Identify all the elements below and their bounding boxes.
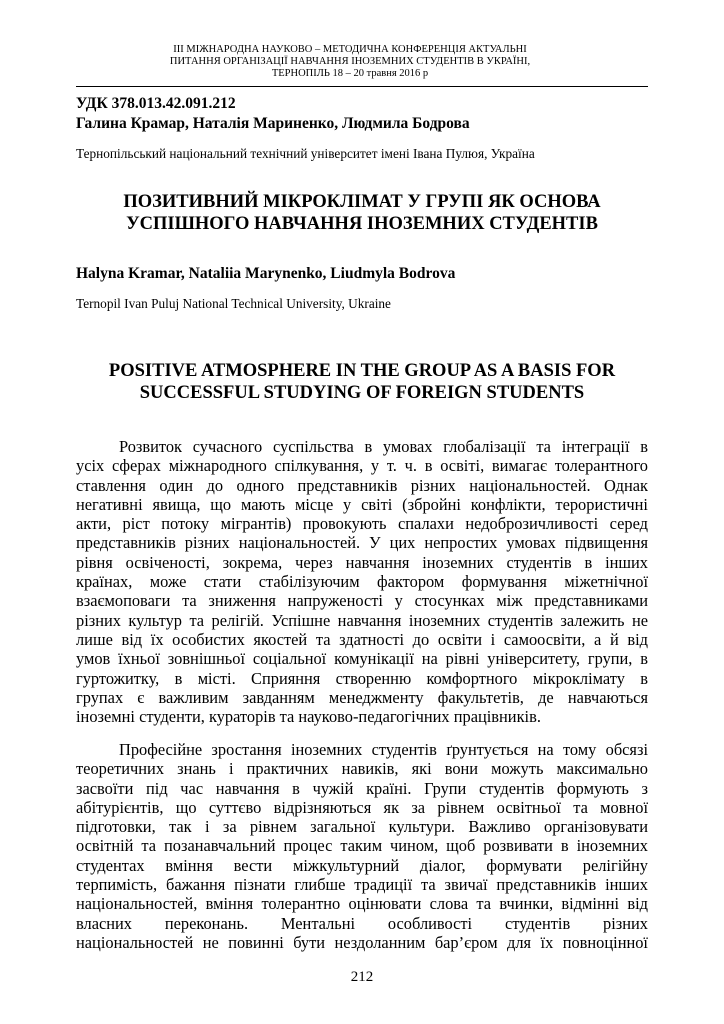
paragraph-line: терпимість, бажання пізнати глибше традиції та звичаї представників інших bbox=[76, 875, 648, 895]
header-divider bbox=[76, 86, 648, 87]
paragraph-line: негативні явища, що мають місце у світі (збройні конфлікти, терористичні bbox=[76, 494, 648, 514]
paragraph-line: освітній та позанавчальний процес таким чином, щоб розвивати в іноземних bbox=[76, 836, 648, 856]
authors-english: Halyna Kramar, Nataliia Marynenko, Liudmyla Bodrova bbox=[76, 265, 456, 282]
paragraph-line: взаємоповаги та зниження напруженості у стосунках між представниками bbox=[76, 591, 648, 611]
paragraph-line: рівня освіченості, зокрема, через навчання іноземних студентів в інших bbox=[76, 552, 648, 572]
paragraph-line: акти, ріст потоку мігрантів) провокують спалахи недоброзичливості серед bbox=[76, 514, 648, 534]
paragraph-line: національностей, вміння толерантно оцінювати слова та вчинки, відмінні від bbox=[76, 894, 648, 914]
title-english bbox=[76, 360, 648, 404]
paragraph-line: представників різних національностей. У цих непростих умовах підвищення bbox=[76, 533, 648, 553]
paragraph-line: теоретичних знань і практичних навиків, які вони можуть максимально bbox=[76, 759, 648, 779]
affiliation-ukrainian: Тернопільський національний технічний університет імені Івана Пулюя, Україна bbox=[76, 146, 535, 161]
header-line-3: ТЕРНОПІЛЬ 18 – 20 травня 2016 р bbox=[271, 68, 429, 79]
title-english-line-1: POSITIVE ATMOSPHERE IN THE GROUP AS A BASIS FOR bbox=[108, 361, 616, 381]
paragraph-line: гуртожитку, в місті. Сприяння створенню комфортного мікроклімату в bbox=[76, 668, 648, 688]
paragraph-line: підготовки, так і за рівнем загальної культури. Важливо організовувати bbox=[76, 817, 648, 837]
paragraph-1 bbox=[76, 437, 648, 726]
paragraph-line: іноземні студенти, кураторів та науково-педагогічних працівників. bbox=[76, 707, 541, 727]
page-number: 212 bbox=[350, 969, 374, 985]
conference-header bbox=[100, 44, 600, 80]
paragraph-line: умов їхньої зовнішньої соціальної комунікації на рівні університету, групи, в bbox=[76, 649, 648, 669]
paragraph-line: лише від їх особистих якостей та здатності до освіти і самоосвіти, а й від bbox=[76, 629, 648, 649]
paragraph-line: Професійне зростання іноземних студентів ґрунтується на тому обсязі bbox=[119, 740, 648, 759]
paragraph-line: Розвиток сучасного суспільства в умовах глобалізації та інтеграції в bbox=[119, 437, 648, 456]
affiliation-english: Ternopil Ivan Puluj National Technical University, Ukraine bbox=[76, 296, 391, 311]
header-line-2: ПИТАННЯ ОРГАНІЗАЦІЇ НАВЧАННЯ ІНОЗЕМНИХ СТУДЕНТІВ В УКРАЇНІ, bbox=[169, 56, 531, 67]
paragraph-2 bbox=[76, 740, 648, 952]
title-english-line-2: SUCCESSFUL STUDYING OF FOREIGN STUDENTS bbox=[139, 383, 585, 403]
paragraph-line: ставлення один до одного представників різних національностей. Однак bbox=[76, 475, 648, 495]
paragraph-line: національностей не повинні бути нездоланним бар’єром для їх повноцінної bbox=[76, 932, 648, 952]
paragraph-line: усіх сферах міжнародного спілкування, у т. ч. в освіті, вимагає толерантного bbox=[76, 456, 648, 476]
header-line-1: III МІЖНАРОДНА НАУКОВО – МЕТОДИЧНА КОНФЕРЕНЦІЯ АКТУАЛЬНІ bbox=[173, 44, 527, 55]
paragraph-line: країнах, може стати стабілізуючим фактором формування міжетнічної bbox=[76, 572, 648, 592]
paragraph-line: засвоїти під час навчання в чужій країні. Групи студентів формують з bbox=[76, 778, 648, 798]
title-ukrainian-line-1: ПОЗИТИВНИЙ МІКРОКЛІМАТ У ГРУПІ ЯК ОСНОВА bbox=[123, 192, 601, 212]
paragraph-line: різних культур та релігій. Успішне навчання іноземних студентів залежить не bbox=[76, 610, 648, 630]
udc-code: УДК 378.013.42.091.212 bbox=[76, 95, 236, 112]
paragraph-line: групах є важливим завданням менеджменту факультетів, де навчаються bbox=[76, 687, 648, 707]
paragraph-line: абітурієнтів, що суттєво відрізняються як за рівнем освітньої та мовної bbox=[76, 797, 648, 817]
title-ukrainian bbox=[76, 191, 648, 235]
paragraph-line: власних переконань. Ментальні особливості студентів різних bbox=[76, 913, 648, 933]
authors-ukrainian: Галина Крамар, Наталія Мариненко, Людмила Бодрова bbox=[76, 115, 470, 132]
title-ukrainian-line-2: УСПІШНОГО НАВЧАННЯ ІНОЗЕМНИХ СТУДЕНТІВ bbox=[126, 214, 598, 234]
paragraph-line: студентах вміння вести міжкультурний діалог, формувати релігійну bbox=[76, 855, 648, 875]
